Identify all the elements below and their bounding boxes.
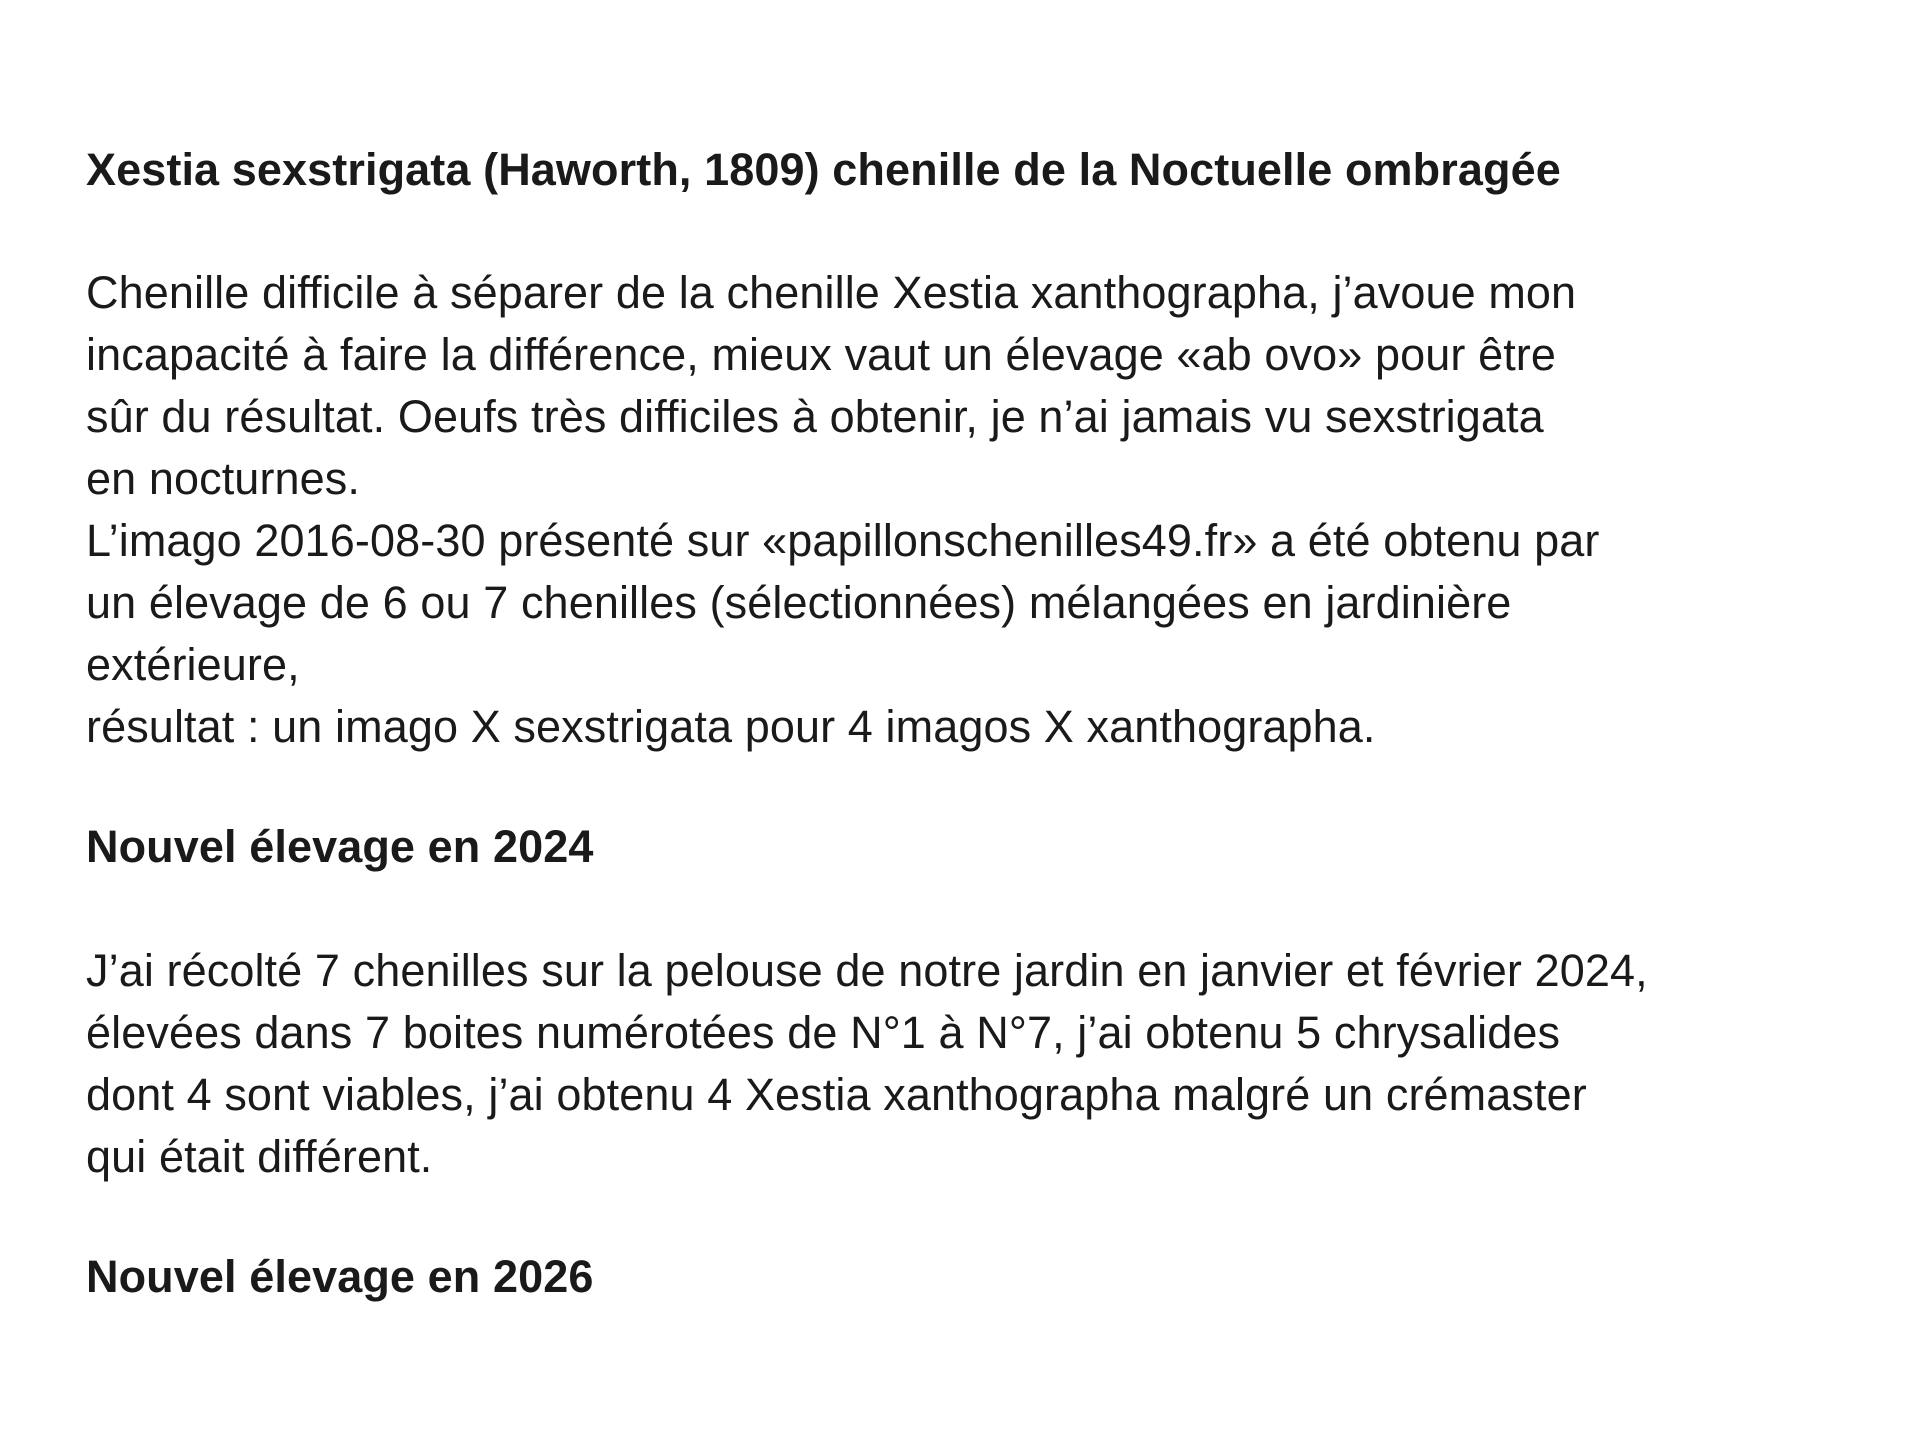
intro-line: en nocturnes. [86,453,360,504]
intro-line: résultat : un imago X sexstrigata pour 4 imagos X xanthographa. [86,701,1376,752]
section-2024-line: élevées dans 7 boites numérotées de N°1 à N°7, j’ai obtenu 5 chrysalides [86,1007,1561,1058]
page-title: Xestia sexstrigata (Haworth, 1809) chenille de la Noctuelle ombragée [86,144,1561,195]
intro-line: Chenille difficile à séparer de la chenille Xestia xanthographa, j’avoue mon [86,267,1577,318]
intro-line: un élevage de 6 ou 7 chenilles (sélectionnées) mélangées en jardinière [86,577,1512,628]
section-2024-line: dont 4 sont viables, j’ai obtenu 4 Xestia xanthographa malgré un crémaster [86,1069,1587,1120]
intro-line: extérieure, [86,639,300,690]
intro-line: L’imago 2016-08-30 présenté sur «papillonschenilles49.fr» a été obtenu par [86,515,1600,566]
section-2024-line: qui était différent. [86,1131,433,1182]
intro-line: sûr du résultat. Oeufs très difficiles à obtenir, je n’ai jamais vu sexstrigata [86,391,1544,442]
section-heading-2026: Nouvel élevage en 2026 [86,1251,594,1302]
section-2024-line: J’ai récolté 7 chenilles sur la pelouse de notre jardin en janvier et février 2024, [86,945,1648,996]
section-heading-2024: Nouvel élevage en 2024 [86,821,594,872]
intro-line: incapacité à faire la différence, mieux vaut un élevage «ab ovo» pour être [86,329,1557,380]
